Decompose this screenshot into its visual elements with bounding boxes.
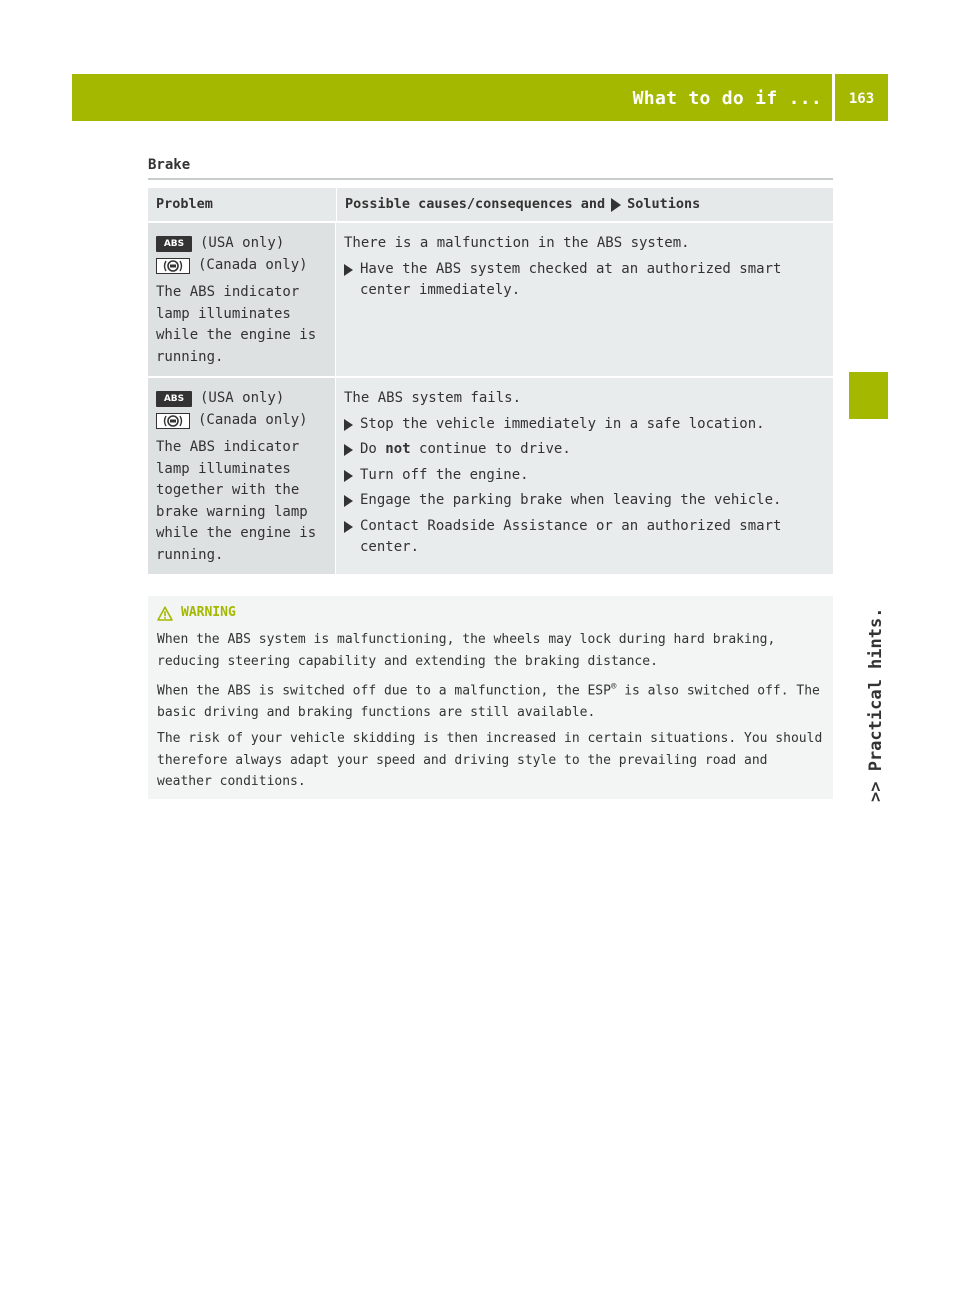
- table-header: [148, 188, 833, 221]
- section-title: Brake: [148, 157, 191, 173]
- warning-text-part: When the ABS is switched off due to a malfunction, the ESP: [157, 683, 611, 699]
- page-number: 163: [848, 91, 875, 107]
- list-item: [344, 439, 825, 461]
- warning-title: WARNING: [181, 605, 236, 621]
- section-divider: [148, 178, 833, 180]
- abs-circle-icon: [156, 413, 190, 429]
- usa-symbol-line: [156, 233, 327, 255]
- abs-circle-icon: [156, 258, 190, 274]
- warning-paragraph: [157, 677, 825, 723]
- chapter-title: What to do if ...: [632, 88, 822, 109]
- page-number-box: [835, 74, 888, 121]
- warning-text-part: is also switched off. The basic driving and braking functions are still available.: [157, 683, 820, 720]
- canada-symbol-line: [156, 410, 327, 432]
- problem-text: The ABS indicator lamp illuminates while the engine is running.: [156, 284, 317, 365]
- step-text: Engage the parking brake when leaving the vehicle.: [360, 492, 782, 508]
- bullet-arrow-icon: [344, 264, 353, 276]
- list-item: [344, 414, 825, 436]
- triangle-arrow-icon: [611, 198, 621, 212]
- header-bar: [72, 74, 832, 121]
- usa-label: (USA only): [200, 390, 285, 407]
- warning-header: [157, 602, 825, 624]
- step-text: Stop the vehicle immediately in a safe location.: [360, 415, 765, 432]
- solution-cell: [336, 378, 833, 574]
- abs-badge-icon: ABS: [156, 236, 192, 252]
- canada-symbol-line: [156, 255, 327, 277]
- step-text: [360, 439, 571, 461]
- table-row: [148, 376, 833, 574]
- bullet-arrow-icon: [344, 521, 353, 533]
- problem-cell: [148, 378, 336, 574]
- bullet-arrow-icon: [344, 419, 353, 431]
- step-text-rest: continue to drive.: [419, 441, 571, 457]
- cause-text: There is a malfunction in the ABS system.: [344, 235, 690, 251]
- side-tab-label: >> Practical hints.: [866, 607, 886, 802]
- canada-label: (Canada only): [198, 257, 308, 274]
- cause-text: The ABS system fails.: [344, 390, 522, 406]
- header-solutions-left: Possible causes/consequences and: [345, 196, 606, 212]
- warning-triangle-icon: [157, 606, 173, 621]
- table-row: [148, 221, 833, 376]
- usa-label: (USA only): [200, 235, 285, 252]
- list-item: [344, 516, 825, 559]
- abs-badge-icon: ABS: [156, 391, 192, 407]
- side-accent-box: [849, 372, 888, 419]
- problem-cell: [148, 223, 336, 376]
- list-item: [344, 465, 825, 487]
- bullet-arrow-icon: [344, 444, 353, 456]
- solution-cell: [336, 223, 833, 376]
- not-word: not: [385, 441, 411, 457]
- warning-paragraph: The risk of your vehicle skidding is then increased in certain situations. You should therefore always adapt your speed and driving style to the prevailing road and weather conditions.: [157, 731, 823, 790]
- canada-label: (Canada only): [198, 412, 308, 429]
- warning-box: [148, 596, 833, 799]
- bullet-arrow-icon: [344, 470, 353, 482]
- usa-symbol-line: [156, 388, 327, 410]
- side-tab[interactable]: [848, 422, 888, 802]
- troubleshooting-table: [148, 188, 833, 574]
- header-problem: Problem: [148, 188, 337, 221]
- bullet-arrow-icon: [344, 495, 353, 507]
- header-solutions: [337, 188, 833, 221]
- registered-mark: ®: [610, 682, 617, 692]
- list-item: [344, 490, 825, 512]
- step-text: Turn off the engine.: [360, 466, 529, 483]
- list-item: [344, 259, 825, 302]
- warning-paragraph: When the ABS system is malfunctioning, the wheels may lock during hard braking, reducing steering capability and extending the braking distance.: [157, 632, 776, 669]
- step-text: Have the ABS system checked at an authorized smart center immediately.: [360, 260, 782, 298]
- problem-text: The ABS indicator lamp illuminates together with the brake warning lamp while the engine is running.: [156, 439, 317, 563]
- do-word: Do: [360, 441, 377, 457]
- step-text: Contact Roadside Assistance or an authorized smart center.: [360, 517, 782, 555]
- header-solutions-right: Solutions: [627, 196, 701, 212]
